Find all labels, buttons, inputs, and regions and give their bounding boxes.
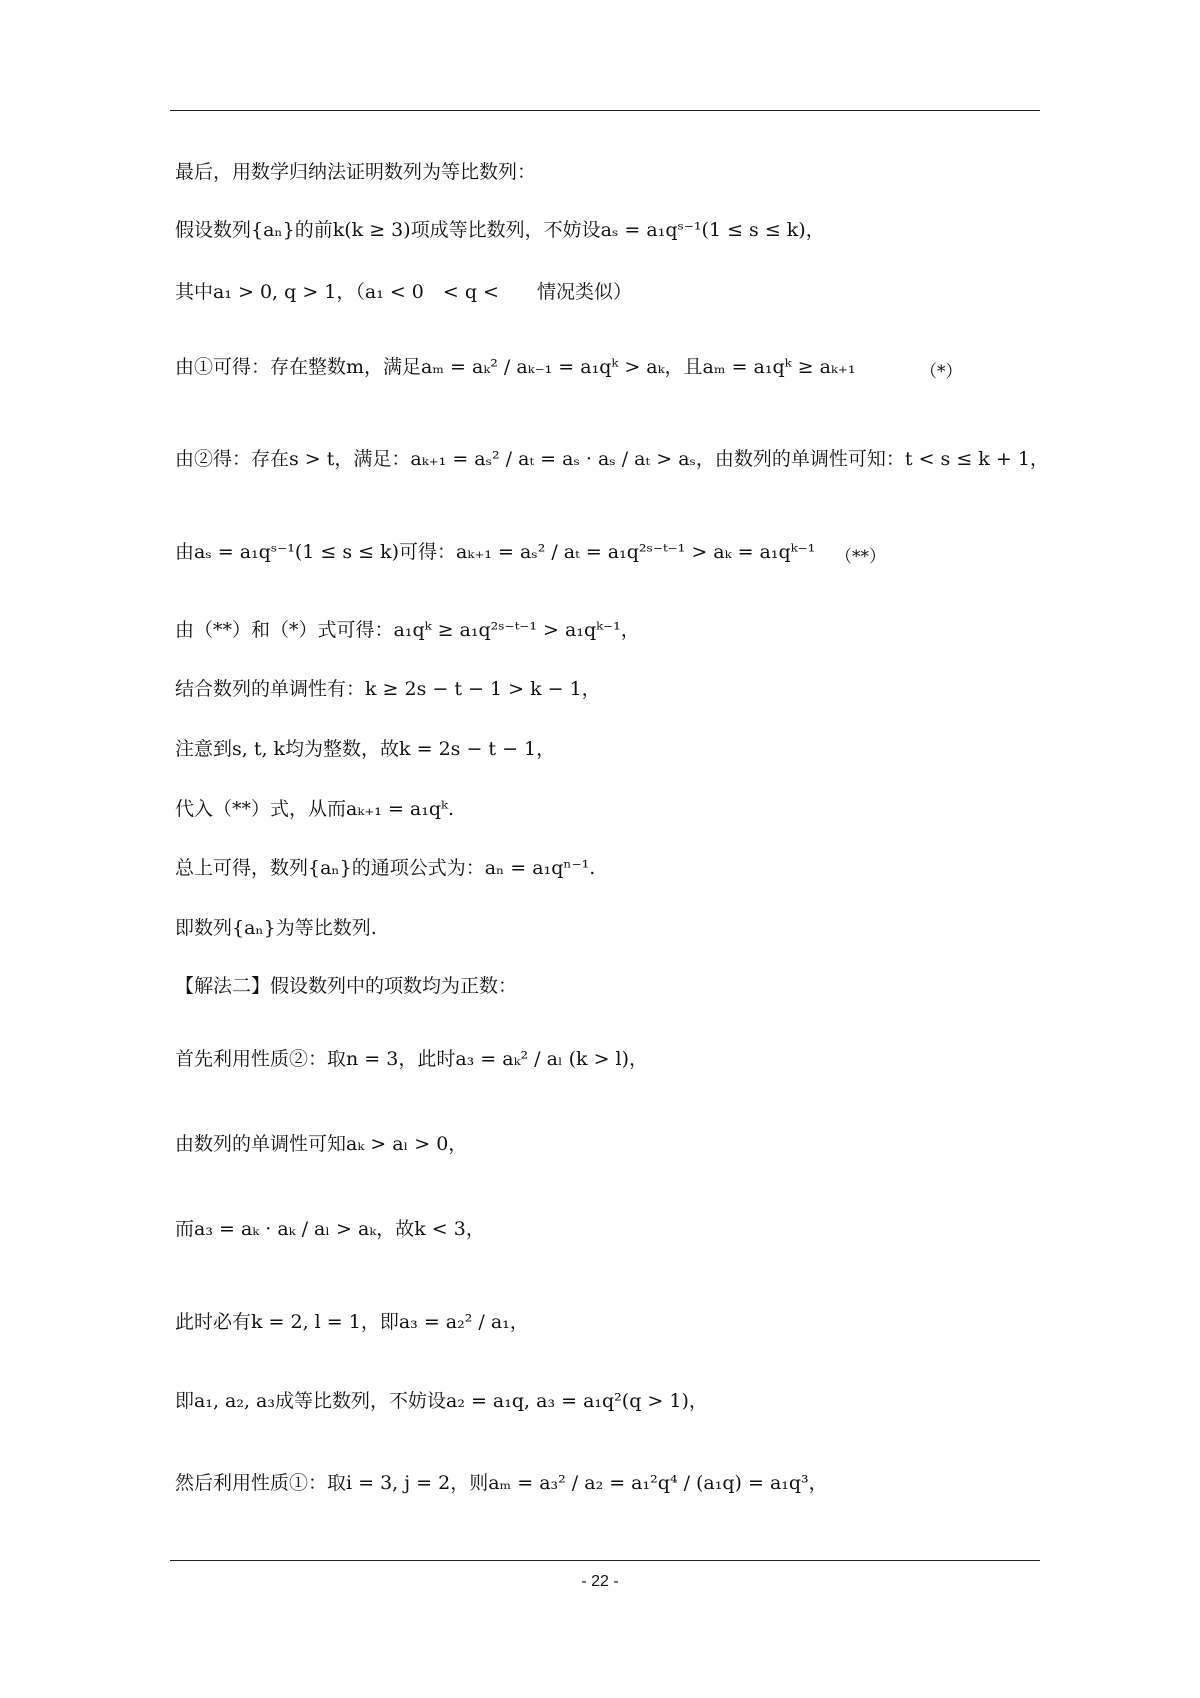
text-line: 由②得：存在s > t，满足：aₖ₊₁ = aₛ² / aₜ = aₛ · aₛ / aₜ > aₛ，由数列的单调性可知：t < s ≤ k + 1， xyxy=(175,448,1049,470)
header-rule xyxy=(170,110,1040,111)
text-line: 此时必有k = 2, l = 1，即a₃ = a₂² / a₁， xyxy=(175,1311,529,1333)
equation-tag-double-star: （**） xyxy=(835,547,886,567)
text-line: 而a₃ = aₖ · aₖ / aₗ > aₖ，故k < 3， xyxy=(175,1218,485,1240)
text-line: 结合数列的单调性有：k ≥ 2s − t − 1 > k − 1， xyxy=(175,678,601,700)
text-line: 其中a₁ > 0, q > 1，（a₁ < 0 < q < 情况类似） xyxy=(175,281,632,303)
text-line: 由aₛ = a₁qˢ⁻¹(1 ≤ s ≤ k)可得：aₖ₊₁ = aₛ² / aₜ = a₁q²ˢ⁻ᵗ⁻¹ > aₖ = a₁qᵏ⁻¹ xyxy=(175,541,816,563)
text-line: 由（**）和（*）式可得：a₁qᵏ ≥ a₁q²ˢ⁻ᵗ⁻¹ > a₁qᵏ⁻¹， xyxy=(175,619,640,641)
text-line: 总上可得，数列{aₙ}的通项公式为：aₙ = a₁qⁿ⁻¹. xyxy=(175,857,596,879)
text-line: 由数列的单调性可知aₖ > aₗ > 0， xyxy=(175,1133,468,1155)
text-line: 假设数列{aₙ}的前k(k ≥ 3)项成等比数列，不妨设aₛ = a₁qˢ⁻¹(1 ≤ s ≤ k)， xyxy=(175,219,825,241)
text-line: 最后，用数学归纳法证明数列为等比数列： xyxy=(175,161,537,183)
page-number: - 22 - xyxy=(581,1573,619,1590)
footer-rule xyxy=(170,1560,1040,1561)
text-line: 即a₁, a₂, a₃成等比数列，不妨设a₂ = a₁q, a₃ = a₁q²(q > 1)， xyxy=(175,1390,708,1412)
text-line: 首先利用性质②：取n = 3，此时a₃ = aₖ² / aₗ (k > l)， xyxy=(175,1048,649,1070)
section-heading: 【解法二】假设数列中的项数均为正数： xyxy=(175,975,518,997)
text-line: 注意到s, t, k均为整数，故k = 2s − t − 1， xyxy=(175,738,556,760)
text-line: 然后利用性质①：取i = 3, j = 2，则aₘ = a₃² / a₂ = a₁²q⁴ / (a₁q) = a₁q³， xyxy=(175,1472,828,1494)
text-line: 即数列{aₙ}为等比数列. xyxy=(175,917,377,939)
text-line: 由①可得：存在整数m，满足aₘ = aₖ² / aₖ₋₁ = a₁qᵏ > aₖ，且aₘ = a₁qᵏ ≥ aₖ₊₁ xyxy=(175,356,856,378)
equation-tag-star: （*） xyxy=(920,362,963,382)
text-line: 代入（**）式，从而aₖ₊₁ = a₁qᵏ. xyxy=(175,798,454,820)
